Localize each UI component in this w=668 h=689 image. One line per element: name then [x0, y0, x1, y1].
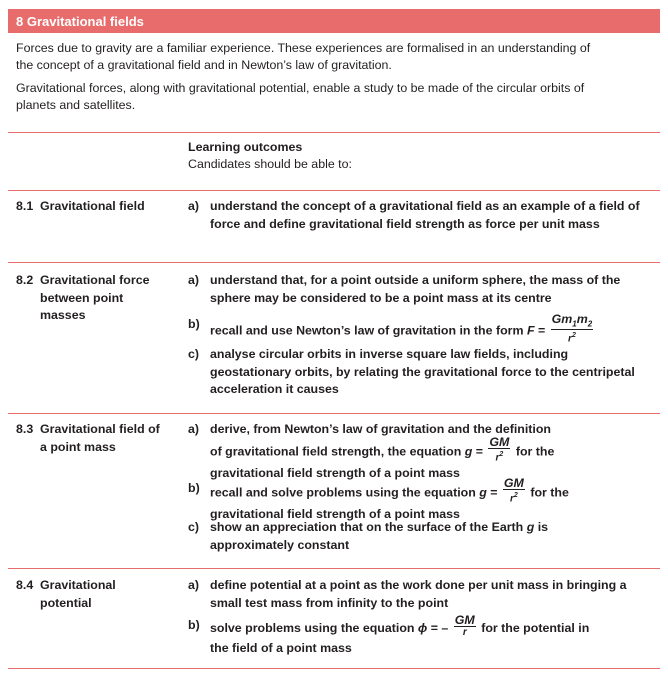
subscript: 1 — [572, 319, 577, 329]
exponent: 2 — [571, 332, 576, 340]
outcome-line: derive, from Newton’s law of gravitation and the definition — [210, 422, 552, 436]
divider — [8, 568, 660, 569]
newton-formula-fraction — [551, 314, 594, 345]
section-number: 8.1 — [16, 199, 34, 213]
outcome-text-after: for the — [512, 443, 555, 458]
outcome-text-before: show an appreciation that on the surface of the Earth — [210, 520, 527, 534]
outcome-text-after: for the potential in — [477, 620, 590, 635]
learning-outcomes-title: Learning outcomes — [188, 140, 303, 154]
formula-lhs: ϕ — [417, 620, 428, 635]
outcome-text-after: is — [534, 520, 549, 534]
fraction-denominator — [503, 490, 525, 504]
outcome-line: approximately constant — [210, 537, 350, 552]
learning-outcomes-subtitle: Candidates should be able to: — [188, 157, 352, 171]
fraction-denominator — [488, 449, 510, 463]
formula-equals: = – — [427, 620, 452, 635]
section-title-line: Gravitational field of — [40, 422, 160, 436]
divider — [8, 413, 660, 414]
fraction-numerator: GM — [489, 434, 510, 449]
section-title-line: Gravitational force — [40, 273, 150, 287]
section-heading-8-2 — [16, 272, 181, 325]
formula-equals: = — [534, 323, 549, 338]
outcome-text — [210, 312, 650, 347]
divider — [8, 132, 660, 133]
intro-line: planets and satellites. — [16, 98, 136, 112]
intro-line: Forces due to gravity are a familiar experience. These experiences are formalised in an understanding of — [16, 41, 591, 55]
outcome-text: analyse circular orbits in inverse square law fields, including geostationary orbits, by relating the gravitational force to the centripetal acceleration it causes — [210, 347, 635, 396]
outcome-text-before: solve problems using the equation — [210, 620, 418, 635]
field-strength-fraction — [503, 478, 525, 504]
outcome-line: gravitational field strength of a point mass — [210, 465, 460, 480]
outcome-text-after: for the — [526, 485, 569, 500]
subscript: 2 — [587, 319, 593, 329]
outcome-line: the field of a point mass — [210, 641, 352, 655]
outcome-letter: b) — [188, 481, 200, 495]
outcome-letter: c) — [188, 520, 200, 534]
fraction-numerator: GM — [454, 613, 475, 627]
formula-lhs: F — [526, 323, 535, 338]
section-number: 8.4 — [16, 578, 34, 592]
outcome-text — [210, 421, 650, 482]
fraction-numerator: GM — [503, 476, 524, 490]
outcome-letter: a) — [188, 273, 200, 287]
intro-line: Gravitational forces, along with gravitational potential, enable a study to be made of the circular orbits of — [16, 81, 585, 95]
field-strength-fraction — [488, 434, 510, 463]
outcome-letter: a) — [188, 199, 200, 213]
exponent: 2 — [513, 492, 518, 499]
denominator-var: r — [568, 333, 572, 345]
variable-g: g — [526, 520, 535, 534]
outcome-letter: b) — [188, 618, 200, 632]
section-title-line: Gravitational — [40, 578, 116, 592]
outcome-text-before: of gravitational field strength, the equation — [210, 443, 465, 458]
numerator-part: Gm — [551, 312, 573, 326]
section-heading-8-4 — [16, 577, 181, 612]
outcome-letter: a) — [188, 422, 200, 436]
outcome-text — [210, 476, 650, 524]
intro-paragraph-1 — [16, 40, 590, 74]
section-title-line: potential — [40, 595, 92, 610]
outcome-line: gravitational field strength of a point mass — [210, 507, 460, 522]
section-heading-8-1 — [16, 198, 181, 216]
outcome-letter: a) — [188, 578, 200, 592]
divider — [8, 668, 660, 669]
formula-equals: = — [472, 443, 487, 458]
outcome-text — [210, 519, 650, 554]
fraction-numerator — [551, 314, 594, 330]
outcome-text-before: recall and use Newton’s law of gravitation in the form — [210, 323, 527, 338]
outcome-text — [210, 613, 650, 658]
formula-equals: = — [486, 485, 501, 500]
section-number: 8.2 — [16, 273, 34, 287]
section-title: 8 Gravitational fields — [16, 14, 144, 29]
denominator-var: r — [495, 451, 500, 463]
fraction-denominator — [551, 330, 594, 344]
fraction-denominator: r — [462, 627, 467, 638]
outcome-text: define potential at a point as the work done per unit mass in bringing a small test mass from infinity to the point — [210, 578, 627, 610]
section-number: 8.3 — [16, 422, 34, 436]
formula-lhs: g — [479, 485, 487, 500]
section-title-line: Gravitational field — [40, 199, 145, 213]
divider — [8, 190, 660, 191]
section-title-line: a point mass — [40, 439, 116, 454]
potential-fraction — [454, 615, 476, 638]
intro-line: the concept of a gravitational field and in Newton’s law of gravitation. — [16, 58, 392, 72]
numerator-part: m — [576, 312, 588, 326]
denominator-var: r — [510, 493, 514, 505]
intro-paragraph-2 — [16, 80, 584, 114]
outcome-letter: b) — [188, 317, 200, 331]
outcome-text-before: recall and solve problems using the equation — [210, 485, 480, 500]
section-title-line: between point — [40, 290, 124, 305]
outcome-text: understand the concept of a gravitational field as an example of a field of force and define gravitational field strength as force per unit mass — [210, 199, 640, 231]
outcome-text: understand that, for a point outside a uniform sphere, the mass of the sphere may be considered to be a point mass at its centre — [210, 273, 621, 305]
divider — [8, 262, 660, 263]
outcome-letter: c) — [188, 347, 200, 361]
section-title-line: masses — [40, 308, 86, 322]
exponent: 2 — [499, 450, 504, 458]
section-heading-8-3 — [16, 421, 181, 456]
formula-lhs: g — [464, 443, 473, 458]
